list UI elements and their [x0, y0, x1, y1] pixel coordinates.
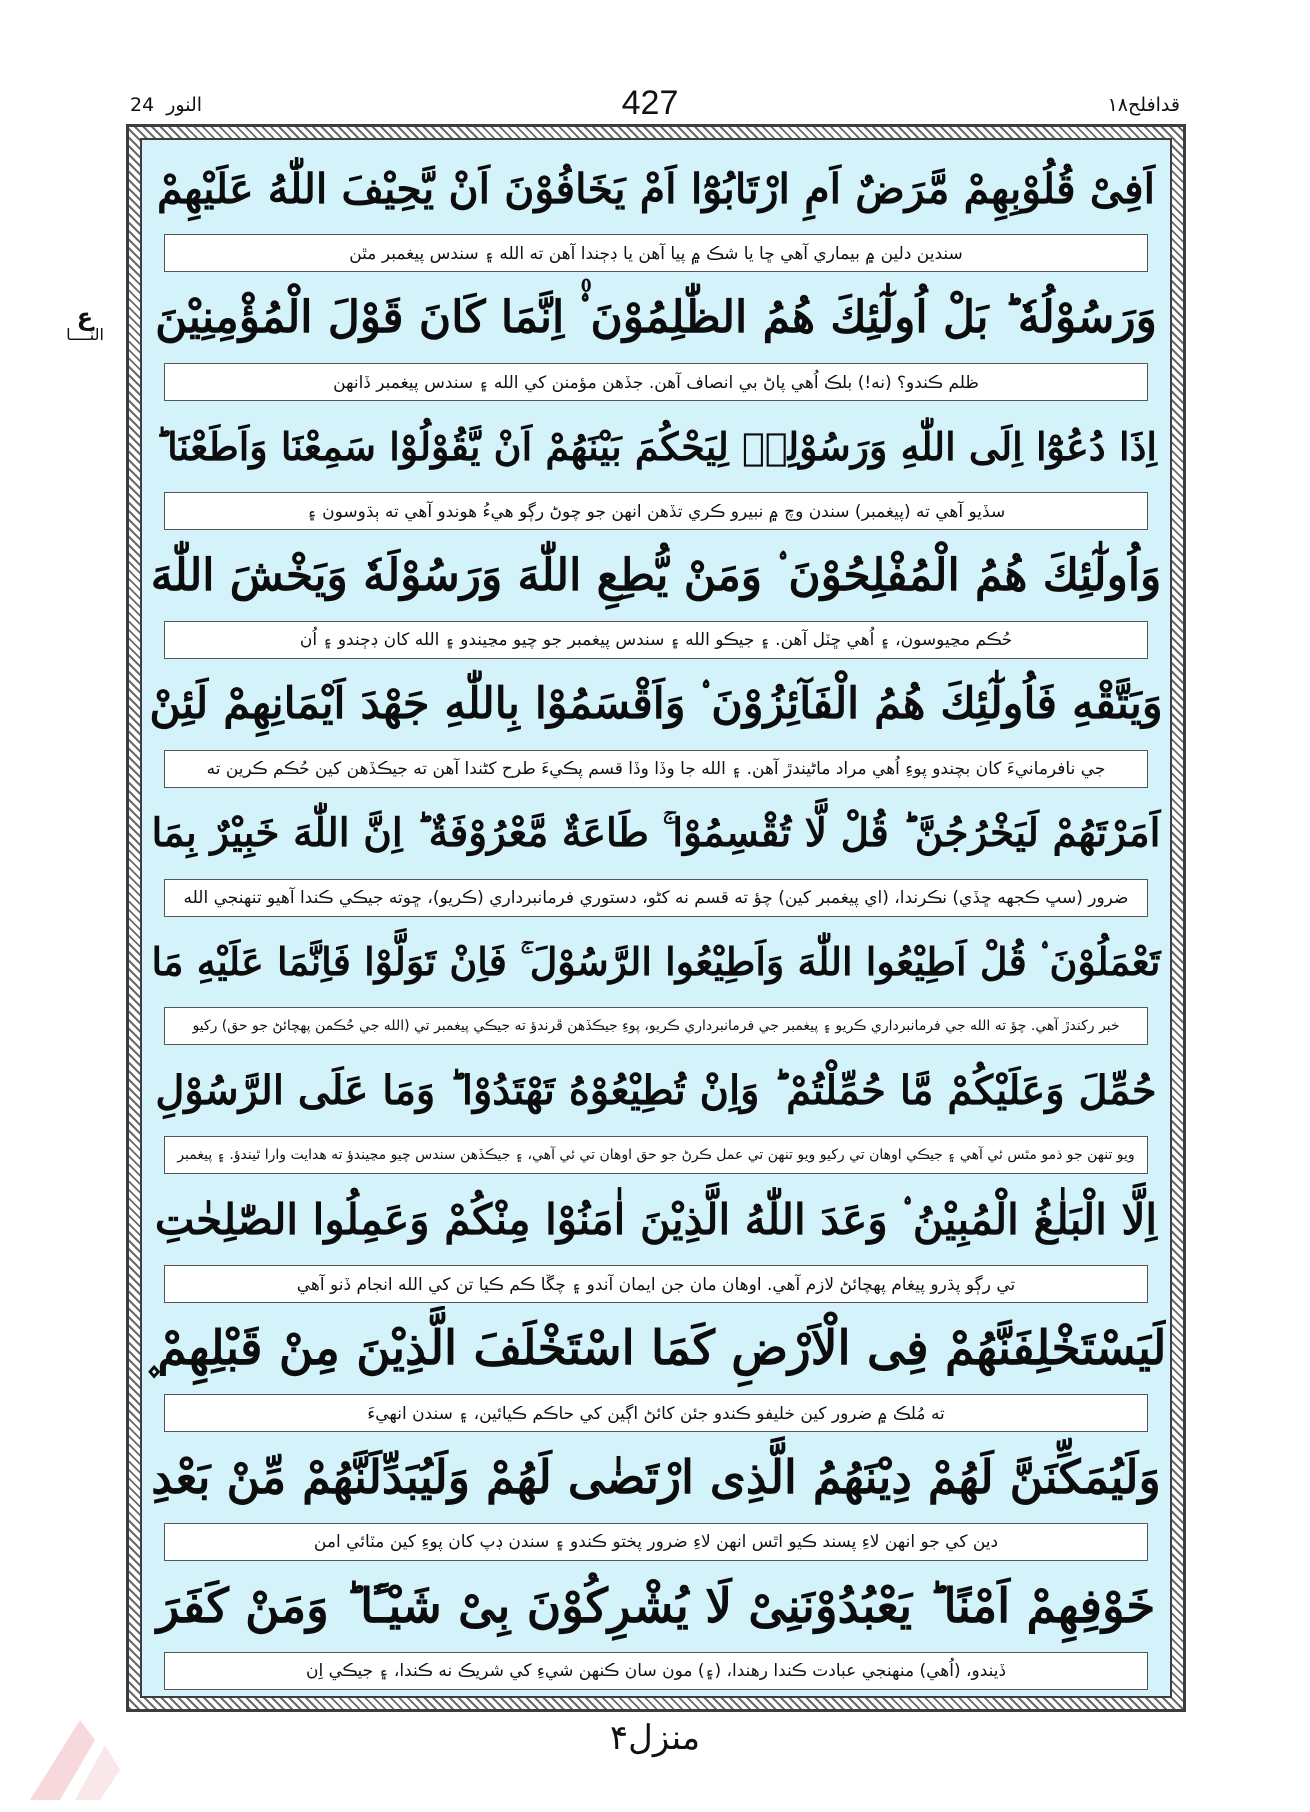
translation-line: ڏيندو، (اُهي) منهنجي عبادت ڪندا رهندا، (۽) مون سان ڪنهن شيءِ کي شريڪ نه ڪندا، ۽ جيڪي اِن	[164, 1652, 1148, 1690]
translation-line: حُڪم مڃيوسون، ۽ اُهي ڇٽل آهن. ۽ جيڪو الله ۽ سندس پيغمبر جو چيو مڃيندو ۽ الله کان ڊڄندو ۽ اُن	[164, 621, 1148, 659]
verse-line: تَعْمَلُوْنَ ۟ قُلْ اَطِیْعُوا اللّٰهَ وَاَطِیْعُوا الرَّسُوْلَ ۚ فَاِنْ تَوَلَّوْا فَاِنَّمَا عَلَیْهِ مَا	[151, 939, 1161, 985]
verse-line: وَرَسُوْلُهٗ ؕ بَلْ اُولٰٓئِكَ هُمُ الظّٰلِمُوْنَ ۟۠ اِنَّمَا كَانَ قَوْلَ الْمُؤْمِنِیْنَ	[155, 292, 1157, 344]
juz-label: قدافلح١٨	[1107, 94, 1180, 116]
translation-line: ضرور (سڀ ڪجهه ڇڏي) نڪرندا، (اي پيغمبر کين) چؤ ته قسم نه کڻو، دستوري فرمانبرداري (ڪريو)، ڇوته جيڪي ڪندا آهيو تنهنجي الله	[164, 879, 1148, 917]
verse-line: اِذَا دُعُوْٓا اِلَی اللّٰهِ وَرَسُوْلِهٖ لِیَحْكُمَ بَیْنَهُمْ اَنْ یَّقُوْلُوْا سَمِعْنَا وَاَطَعْنَا ؕ	[155, 424, 1157, 470]
translation-line: تي رڳو پڌرو پيغام پهچائڻ لازم آهي. اوهان مان جن ايمان آندو ۽ چڱا ڪم ڪيا تن کي الله انجام ڏنو آهي	[164, 1265, 1148, 1303]
translation-line: جي نافرمانيءَ کان بچندو پوءِ اُهي مراد ماڻيندڙ آهن. ۽ الله جا وڏا وڏا قسم پڪيءَ طرح کڻندا آهن ته جيڪڏهن کين حُڪم ڪرين ته	[164, 750, 1148, 788]
manzil-label: منزل۴	[609, 1718, 701, 1758]
translation-line: سڏيو آهي ته (پيغمبر) سندن وچ ۾ نبيرو ڪري تڏهن انهن جو چوڻ رڳو هيءُ هوندو آهي ته ٻڌوسون ۽	[164, 492, 1148, 530]
translation-line: دين کي جو انهن لاءِ پسند ڪيو اٿس انهن لاءِ ضرور پختو ڪندو ۽ سندن ڊپ کان پوءِ کين مٽائي امن	[164, 1523, 1148, 1561]
page-border	[126, 124, 1186, 1712]
page-number: 427	[621, 84, 679, 122]
surah-number: 24	[130, 94, 155, 116]
translation-line: ظلم ڪندو؟ (نه!) بلڪ اُهي پاڻ بي انصاف آهن. جڏهن مؤمنن کي الله ۽ سندس پيغمبر ڏانهن	[164, 363, 1148, 401]
surah-title	[130, 94, 202, 116]
ruku-text: النّــــا	[66, 325, 104, 344]
ruku-symbol: ع	[76, 303, 94, 331]
verse-line: وَاُولٰٓئِكَ هُمُ الْمُفْلِحُوْنَ ۟ وَمَنْ یُّطِعِ اللّٰهَ وَرَسُوْلَهٗ وَیَخْشَ اللّٰهَ	[150, 550, 1162, 602]
page-header	[0, 0, 1310, 120]
ruku-marker	[62, 303, 108, 344]
translation-line: ته مُلڪ ۾ ضرور کين خليفو ڪندو جئن کائڻ اڳين کي حاڪم ڪيائين، ۽ سندن انهيءَ	[164, 1394, 1148, 1432]
verse-line: اِلَّا الْبَلٰغُ الْمُبِیْنُ ۟ وَعَدَ اللّٰهُ الَّذِیْنَ اٰمَنُوْا مِنْكُمْ وَعَمِلُوا الصّٰلِحٰتِ	[154, 1194, 1158, 1244]
verse-list	[146, 146, 1166, 1690]
text-panel	[140, 138, 1172, 1698]
verse-line: حُمِّلَ وَعَلَیْكُمْ مَّا حُمِّلْتُمْ ؕ وَاِنْ تُطِیْعُوْهُ تَهْتَدُوْا ؕ وَمَا عَلَی الرَّسُوْلِ	[155, 1067, 1157, 1115]
surah-name: النور	[166, 94, 203, 116]
verse-line: وَیَتَّقْهِ فَاُولٰٓئِكَ هُمُ الْفَآئِزُوْنَ ۟ وَاَقْسَمُوْا بِاللّٰهِ جَهْدَ اَیْمَانِهِمْ لَئِنْ	[149, 679, 1163, 730]
verse-line: خَوْفِهِمْ اَمْنًا ؕ یَعْبُدُوْنَنِیْ لَا یُشْرِكُوْنَ بِیْ شَیْـًٔا ؕ وَمَنْ كَفَرَ	[156, 1578, 1156, 1634]
verse-line: اَمَرْتَهُمْ لَیَخْرُجُنَّ ؕ قُلْ لَّا تُقْسِمُوْا ۚ طَاعَةٌ مَّعْرُوْفَةٌ ؕ اِنَّ اللّٰهَ خَبِیْرٌ بِمَا	[151, 810, 1161, 857]
watermark-logo	[20, 1700, 140, 1810]
translation-line: سندين دلين ۾ بيماري آهي ڇا يا شڪ ۾ پيا آهن يا ڊڄندا آهن ته الله ۽ سندس پيغمبر مٿن	[164, 234, 1148, 272]
verse-line: اَفِیْ قُلُوْبِهِمْ مَّرَضٌ اَمِ ارْتَابُوْٓا اَمْ یَخَافُوْنَ اَنْ یَّحِیْفَ اللّٰهُ عَلَیْهِمْ	[156, 165, 1156, 213]
verse-line: لَیَسْتَخْلِفَنَّهُمْ فِی الْاَرْضِ كَمَا اسْتَخْلَفَ الَّذِیْنَ مِنْ قَبْلِهِمْ ۪	[146, 1320, 1166, 1376]
verse-line: وَلَیُمَكِّنَنَّ لَهُمْ دِیْنَهُمُ الَّذِی ارْتَضٰی لَهُمْ وَلَیُبَدِّلَنَّهُمْ مِّنْ بَعْدِ	[151, 1450, 1161, 1505]
translation-line: خبر رکندڙ آهي. چؤ ته الله جي فرمانبرداري ڪريو ۽ پيغمبر جي فرمانبرداري ڪريو، پوءِ جيڪڏهن ڦرندؤ ته جيڪي پيغمبر تي (الله جي حُڪمن پهچائڻ جو حق) رکيو	[164, 1007, 1148, 1045]
translation-line: ويو تنهن جو ذمو مٿس ئي آهي ۽ جيڪي اوهان تي رکيو ويو تنهن تي عمل ڪرڻ جو حق اوهان تي ئي آهي، ۽ جيڪڏهن سندس چيو مڃيندؤ ته هدايت وارا ٿيندؤ. ۽ پيغمبر	[164, 1136, 1148, 1174]
